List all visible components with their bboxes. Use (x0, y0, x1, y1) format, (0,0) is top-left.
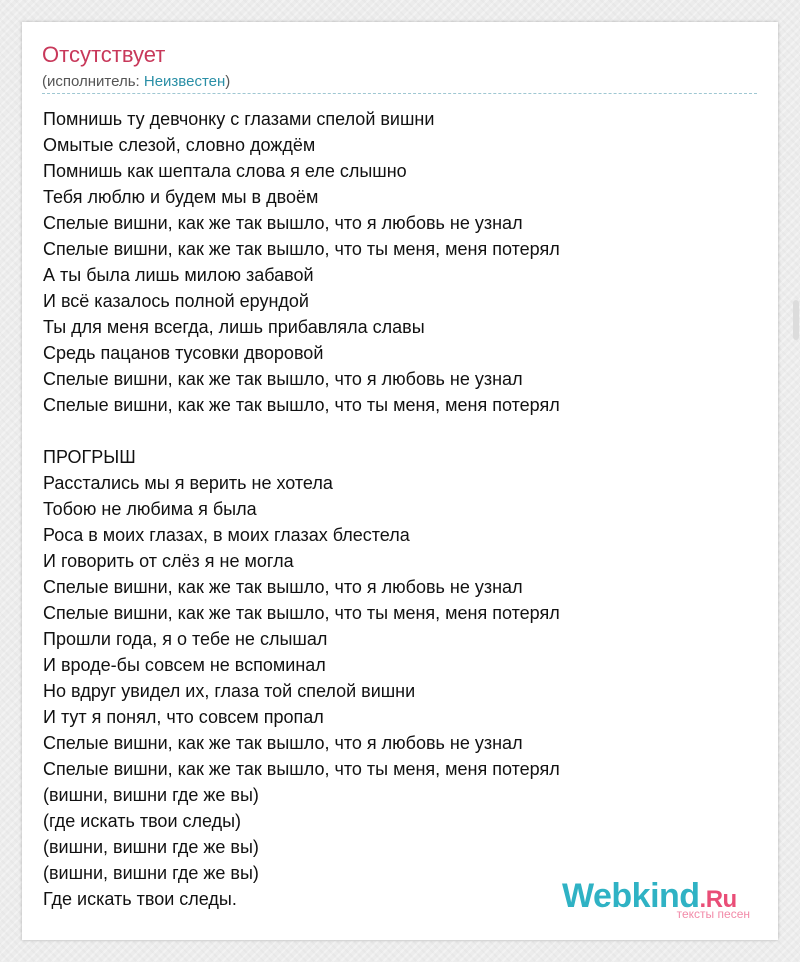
logo-tagline: тексты песен (676, 907, 750, 921)
lyric-line: (вишни, вишни где же вы) (43, 785, 259, 805)
logo-main-text: Webkind (562, 877, 700, 915)
artist-prefix: (исполнитель: (42, 73, 144, 90)
lyric-line: Спелые вишни, как же так вышло, что ты меня, меня потерял (43, 395, 560, 415)
logo-tld-text: .Ru (699, 886, 737, 913)
artist-line (42, 73, 230, 91)
lyric-blank-line (43, 418, 743, 444)
lyric-line: Спелые вишни, как же так вышло, что я любовь не узнал (43, 369, 523, 389)
lyric-line: Где искать твои следы. (43, 889, 237, 909)
lyric-line: Средь пацанов тусовки дворовой (43, 343, 324, 363)
lyric-line: И тут я понял, что совсем пропал (43, 707, 324, 727)
page-background-right (778, 0, 800, 962)
artist-link[interactable]: Неизвестен (143, 73, 226, 90)
lyric-line: (вишни, вишни где же вы) (43, 863, 259, 883)
lyric-line: Помнишь как шептала слова я еле слышно (43, 161, 407, 181)
lyric-line: Спелые вишни, как же так вышло, что я любовь не узнал (43, 213, 523, 233)
header-divider (42, 93, 757, 94)
lyric-line: Спелые вишни, как же так вышло, что ты меня, меня потерял (43, 603, 560, 623)
lyric-line: Ты для меня всегда, лишь прибавляла славы (43, 317, 425, 337)
lyric-line: Спелые вишни, как же так вышло, что ты меня, меня потерял (43, 759, 560, 779)
song-title: Отсутствует (42, 42, 166, 67)
lyric-line: Тебя люблю и будем мы в двоём (43, 187, 319, 207)
lyrics-card (22, 22, 778, 940)
artist-suffix: ) (225, 73, 231, 90)
lyric-line: Но вдруг увидел их, глаза той спелой вишни (43, 681, 416, 701)
lyric-line: Тобою не любима я была (43, 499, 257, 519)
webkind-logo[interactable] (562, 876, 752, 922)
page-background-left (0, 0, 22, 962)
lyric-line: Спелые вишни, как же так вышло, что я любовь не узнал (43, 577, 523, 597)
lyric-line: И говорить от слёз я не могла (43, 551, 294, 571)
lyrics-text (43, 106, 743, 912)
lyric-line: Прошли года, я о тебе не слышал (43, 629, 328, 649)
lyric-line: И всё казалось полной ерундой (43, 291, 309, 311)
lyric-line: Спелые вишни, как же так вышло, что ты меня, меня потерял (43, 239, 560, 259)
lyric-line: Омытые слезой, словно дождём (43, 135, 316, 155)
lyric-line: Спелые вишни, как же так вышло, что я любовь не узнал (43, 733, 523, 753)
lyric-line: И вроде-бы совсем не вспоминал (43, 655, 326, 675)
lyric-line: Расстались мы я верить не хотела (43, 473, 333, 493)
lyric-line: А ты была лишь милою забавой (43, 265, 314, 285)
lyric-line: Помнишь ту девчонку с глазами спелой вишни (43, 109, 435, 129)
lyric-line: (вишни, вишни где же вы) (43, 837, 259, 857)
scrollbar-thumb[interactable] (793, 300, 799, 340)
lyric-section-label: ПРОГРЫШ (43, 447, 136, 467)
lyric-line: (где искать твои следы) (43, 811, 242, 831)
lyric-line: Роса в моих глазах, в моих глазах блестела (43, 525, 410, 545)
